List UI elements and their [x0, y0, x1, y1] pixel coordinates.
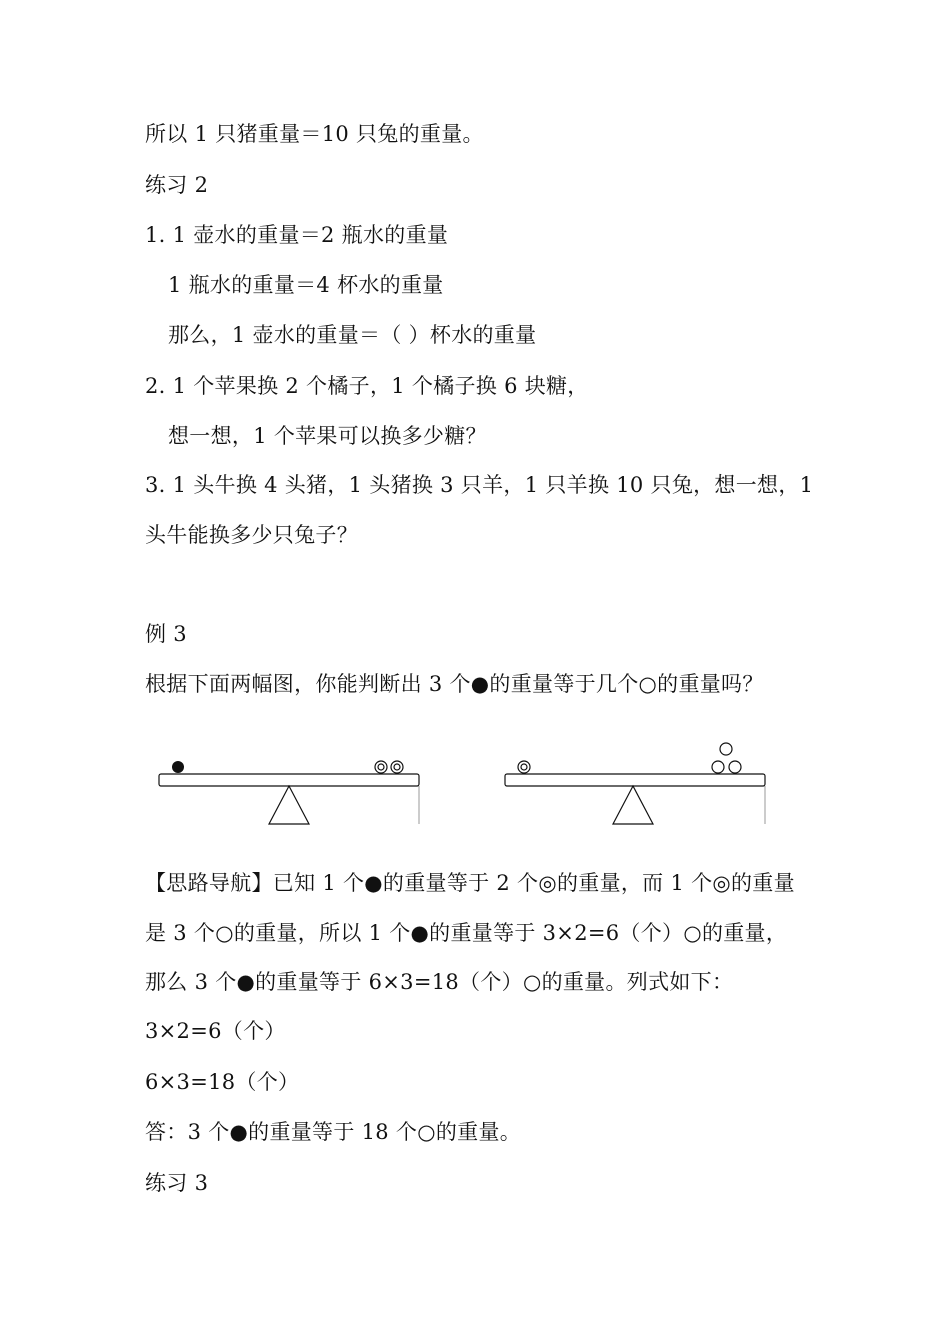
double-circle: [375, 761, 387, 773]
text-line: 想一想，1 个苹果可以换多少糖？: [168, 424, 487, 448]
double-circle: [391, 761, 403, 773]
text-line: 6×3=18（个）: [145, 1070, 300, 1094]
white-ball: [720, 743, 732, 755]
text-line: 3. 1 头牛换 4 头猪，1 头猪换 3 只羊，1 只羊换 10 只兔，想一想，1: [145, 473, 814, 497]
white-ball: [729, 761, 741, 773]
fulcrum: [613, 786, 653, 824]
double-circle: [518, 761, 530, 773]
text-line: 那么，1 壶水的重量＝（ ）杯水的重量: [168, 323, 537, 347]
black-ball: [172, 761, 184, 773]
section-heading: 练习 3: [145, 1171, 209, 1195]
section-heading: 练习 2: [145, 173, 209, 197]
text-line: 根据下面两幅图，你能判断出 3 个●的重量等于几个○的重量吗？: [145, 672, 764, 696]
text-line: 3×2=6（个）: [145, 1019, 286, 1043]
balance-beam: [505, 774, 765, 786]
balance-figure-left: [152, 735, 432, 835]
text-line: 所以 1 只猪重量＝10 只兔的重量。: [145, 122, 484, 146]
balance-figure-right: [498, 735, 778, 835]
text-line: 1. 1 壶水的重量＝2 瓶水的重量: [145, 223, 449, 247]
text-line: 1 瓶水的重量＝4 杯水的重量: [168, 273, 444, 297]
text-line: 2. 1 个苹果换 2 个橘子，1 个橘子换 6 块糖，: [145, 374, 589, 398]
balance-beam: [159, 774, 419, 786]
section-heading: 例 3: [145, 622, 187, 646]
text-line: 答：3 个●的重量等于 18 个○的重量。: [145, 1120, 522, 1144]
white-ball: [712, 761, 724, 773]
fulcrum: [269, 786, 309, 824]
text-line: 头牛能换多少只兔子？: [145, 523, 358, 547]
text-line: 【思路导航】已知 1 个●的重量等于 2 个◎的重量，而 1 个◎的重量: [145, 871, 795, 895]
text-line: 是 3 个○的重量，所以 1 个●的重量等于 3×2=6（个）○的重量，: [145, 921, 788, 945]
text-line: 那么 3 个●的重量等于 6×3=18（个）○的重量。列式如下：: [145, 970, 734, 994]
